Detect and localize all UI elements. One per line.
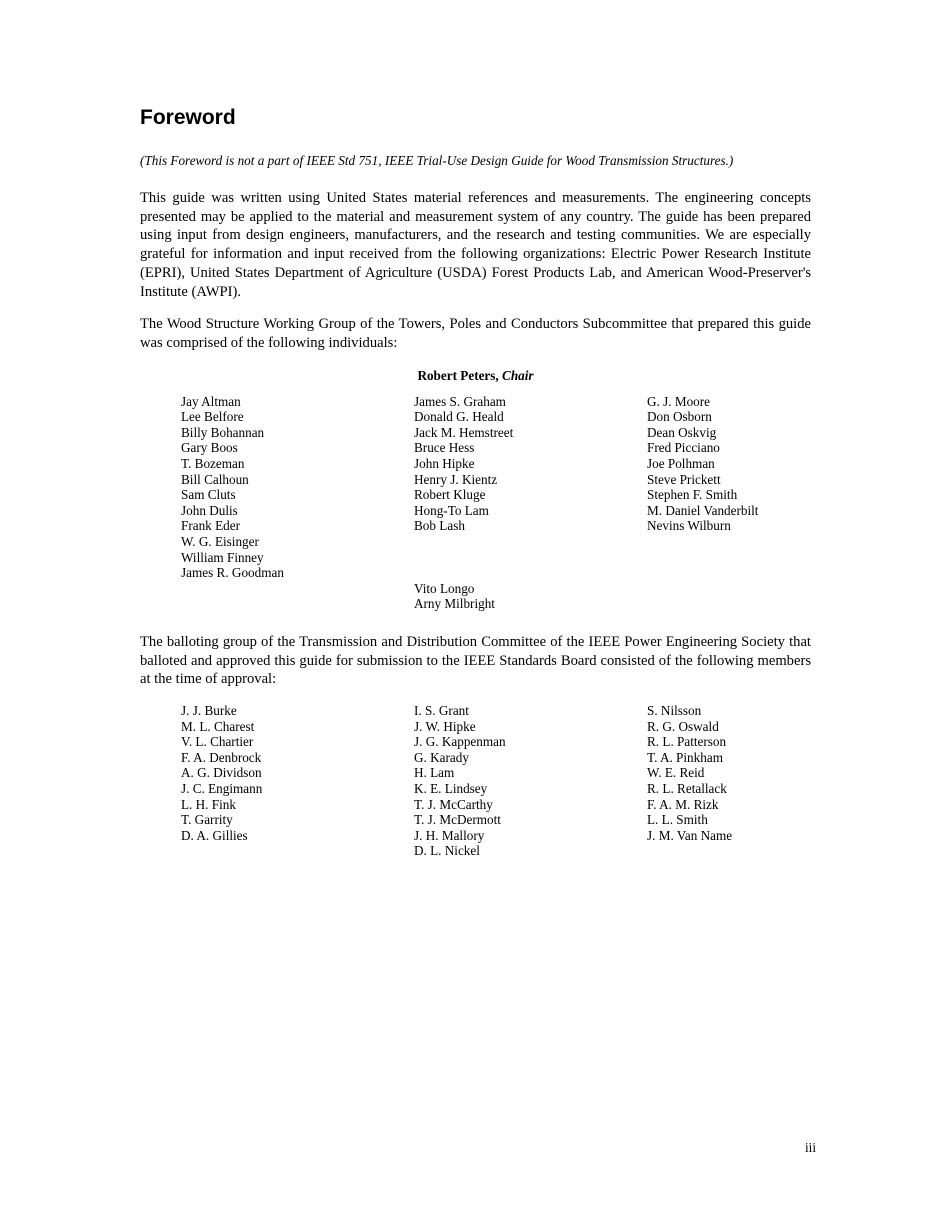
member-name: J. H. Mallory	[414, 827, 485, 843]
member-name: Robert Kluge	[414, 487, 486, 503]
working-group-column-2a	[414, 394, 647, 534]
member-name: Stephen F. Smith	[647, 487, 738, 503]
member-name: Bruce Hess	[414, 440, 475, 456]
member-name: James S. Graham	[414, 393, 506, 409]
member-name: G. J. Moore	[647, 393, 711, 409]
member-name: Steve Prickett	[647, 471, 721, 487]
member-name: L. L. Smith	[647, 812, 708, 828]
member-name: R. G. Oswald	[647, 718, 719, 734]
member-name: Sam Cluts	[181, 487, 236, 503]
member-name: Donald G. Heald	[414, 409, 504, 425]
member-name: Joe Polhman	[647, 456, 715, 471]
member-name: J. J. Burke	[181, 703, 237, 719]
member-name: William Finney	[181, 549, 264, 565]
member-name: D. L. Nickel	[414, 843, 480, 859]
spacer	[414, 550, 647, 566]
spacer	[414, 534, 647, 550]
working-group-column-2b	[414, 581, 647, 612]
balloting-group-list	[181, 703, 811, 859]
member-name: J. G. Kappenman	[414, 734, 506, 750]
member-name: Frank Eder	[181, 518, 240, 534]
member-name: H. Lam	[414, 765, 455, 781]
member-name: G. Karady	[414, 749, 469, 765]
member-name: Jack M. Hemstreet	[414, 424, 514, 440]
member-name: R. L. Patterson	[647, 734, 727, 750]
member-name: M. L. Charest	[181, 718, 255, 734]
member-name: J. C. Engimann	[181, 781, 263, 797]
working-group-column-3	[647, 394, 807, 612]
member-name: M. Daniel Vanderbilt	[647, 502, 759, 518]
member-name: Nevins Wilburn	[647, 518, 731, 534]
member-name: T. Bozeman	[181, 456, 245, 471]
member-name: J. M. Van Name	[647, 827, 733, 843]
member-name: James R. Goodman	[181, 565, 284, 581]
member-name: Gary Boos	[181, 440, 238, 456]
page-number: iii	[805, 1140, 816, 1155]
page-title: Foreword	[140, 106, 236, 129]
member-name: W. G. Eisinger	[181, 533, 259, 549]
member-name: Billy Bohannan	[181, 424, 265, 440]
member-name: K. E. Lindsey	[414, 781, 488, 797]
member-name: Bob Lash	[414, 518, 465, 534]
chair-name: Robert Peters,	[417, 367, 499, 383]
member-name: John Hipke	[414, 456, 475, 471]
member-name: F. A. M. Rizk	[647, 796, 719, 812]
foreword-note: (This Foreword is not a part of IEEE Std 751, IEEE Trial-Use Design Guide for Wood Transmission Structures.)	[140, 153, 734, 168]
member-name: Don Osborn	[647, 409, 712, 425]
working-group-column-1	[181, 394, 414, 612]
member-name: T. J. McDermott	[414, 812, 501, 828]
member-name: Henry J. Kientz	[414, 471, 498, 487]
member-name: J. W. Hipke	[414, 718, 476, 734]
working-group-list	[181, 394, 811, 612]
member-name: D. A. Gillies	[181, 827, 248, 843]
member-name: Jay Altman	[181, 393, 241, 409]
foreword-page	[140, 104, 811, 880]
member-name: W. E. Reid	[647, 765, 705, 781]
member-name: Dean Oskvig	[647, 424, 717, 440]
member-name: T. Garrity	[181, 812, 233, 828]
member-name: F. A. Denbrock	[181, 749, 262, 765]
member-name: A. G. Dividson	[181, 765, 262, 781]
spacer	[414, 565, 647, 581]
member-name: I. S. Grant	[414, 703, 469, 719]
member-name: T. A. Pinkham	[647, 749, 723, 765]
member-name: Arny Milbright	[414, 596, 495, 612]
member-name: R. L. Retallack	[647, 781, 727, 797]
member-name: S. Nilsson	[647, 703, 702, 719]
working-group-paragraph: The Wood Structure Working Group of the Towers, Poles and Conductors Subcommittee that prepared this guide was comprised of the following individuals:	[140, 316, 811, 351]
member-name: Fred Picciano	[647, 440, 720, 456]
member-name: Vito Longo	[414, 580, 475, 596]
member-name: V. L. Chartier	[181, 734, 254, 750]
balloting-group-column-3	[647, 703, 807, 859]
balloting-group-column-2	[414, 703, 647, 859]
balloting-group-column-1	[181, 703, 414, 859]
chair-line	[140, 367, 811, 385]
member-name: Lee Belfore	[181, 409, 244, 425]
member-name: John Dulis	[181, 502, 238, 518]
balloting-group-paragraph: The balloting group of the Transmission and Distribution Committee of the IEEE Power Engineering Society that balloted and approved this guide for submission to the IEEE Standards Board consisted of the following members at the time of approval:	[140, 633, 811, 688]
member-name: T. J. McCarthy	[414, 796, 493, 812]
member-name: Bill Calhoun	[181, 471, 249, 487]
intro-paragraph: This guide was written using United States material references and measurements. The engineering concepts presented may be applied to the material and measurement system of any country. The guide has been prepared using input from design engineers, manufacturers, and the research and testing communities. We are especially grateful for information and input received from the following organizations: Electric Power Research Institute (EPRI), United States Department of Agriculture (USDA) Forest Products Lab, and American Wood-Preserver's Institute (AWPI).	[140, 190, 811, 300]
chair-role: Chair	[502, 367, 534, 383]
member-name: L. H. Fink	[181, 796, 236, 812]
working-group-column-2	[414, 394, 647, 612]
member-name: Hong-To Lam	[414, 502, 489, 518]
